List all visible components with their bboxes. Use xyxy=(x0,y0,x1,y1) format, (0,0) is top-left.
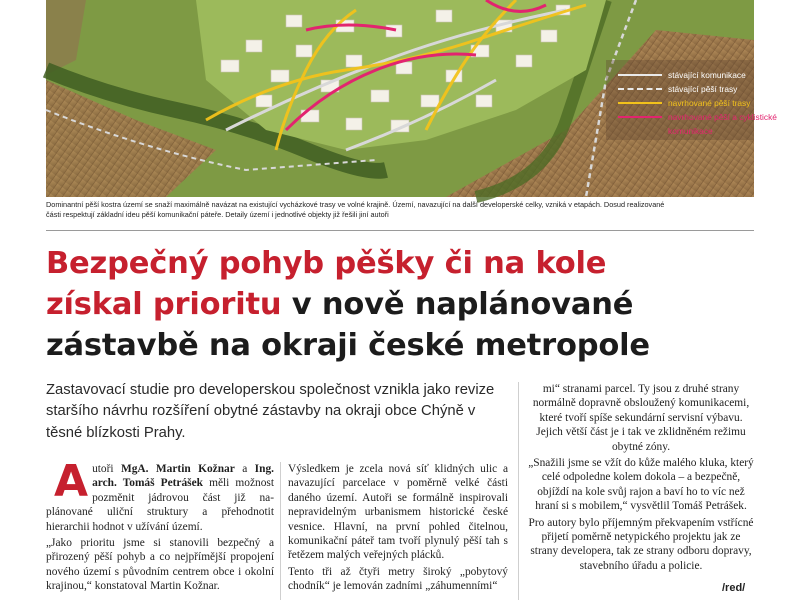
author-name: Ing. arch. Tomáš Petrášek xyxy=(92,463,274,490)
legend-spacer xyxy=(618,130,662,132)
aerial-site-plan-image xyxy=(46,0,777,197)
legend-swatch-proposed-walkways xyxy=(618,102,662,104)
caption-line: části respektují základní ideu pěší komunikační páteře. Detaily území i jednotlivé objekty již řešili jiní autoři xyxy=(46,210,389,220)
text: měli možnost pozměnit jádrovou část již na-plánované uliční struktury a přehodnotit hierarchii hodnot v užívání území. xyxy=(46,477,274,533)
column-divider xyxy=(280,462,281,600)
paragraph: Pro autory bylo příjemným překvapením vstřícné přijetí poměrně netypického projektu jak ze strany developera, tak ze strany odboru dopravy, stavebního úřadu a policie. xyxy=(528,516,754,572)
text: a xyxy=(234,463,255,475)
article-column-3 xyxy=(528,382,754,575)
legend-label: stávající pěší trasy xyxy=(668,84,738,94)
legend-label: navrhované pěší trasy xyxy=(668,98,751,108)
text: utoři xyxy=(92,463,121,475)
legend-swatch-existing-walkways xyxy=(618,88,662,90)
caption-line: Dominantní pěší kostra území se snaží maximálně navázat na existující vycházkové trasy ve volné krajině. Území, navazující na další developerské celky, vzniká v etapách. Dosud realizované xyxy=(46,200,665,209)
headline-text: v nově naplánované xyxy=(281,287,634,322)
legend-label: stávající komunikace xyxy=(668,70,746,80)
paragraph: Tento tři až čtyři metry široký „pobytový chodník“ je lemován zadními „záhumenními“ xyxy=(288,565,508,593)
legend-existing-roads xyxy=(618,68,748,82)
legend-label: navrhované pěší a cyklistické xyxy=(668,112,777,122)
legend-swatch-proposed-bike-paths xyxy=(618,116,662,118)
drop-cap: A xyxy=(54,456,89,507)
article-column-1 xyxy=(46,456,274,596)
paragraph xyxy=(46,456,274,534)
headline-red-part: získal prioritu xyxy=(46,287,282,322)
paragraph: Výsledkem je zcela nová síť klidných ulic a navazující parcelace v poměrně velké části daného území. Autoři se formálně inspirovali nepravidelným urbanismem historické české vesnice. Hlavní, na první pohled čitelnou, komunikační páteř tam tvoří plynulý pěší tah s řetězem malých veřejných plácků. xyxy=(288,463,508,562)
article-lead: Zastavovací studie pro developerskou společnost vznikla jako revize staršího návrhu rozšíření obytné zástavby na okraji obce Chýně v těsné blízkosti Prahy. xyxy=(46,382,495,441)
article-column-2 xyxy=(288,462,508,596)
divider xyxy=(46,230,754,231)
headline-text: zástavbě na okraji české metropole xyxy=(46,328,650,363)
map-legend xyxy=(618,68,777,138)
legend-proposed-walkways xyxy=(618,96,751,110)
legend-swatch-existing-roads xyxy=(618,74,662,76)
paragraph: „Snažili jsme se vžít do kůže malého kluka, který celé odpoledne kolem dokola – a bezpečně, objíždí na kole svůj rajon a baví ho to víc než hraní si s mobilem,“ vysvětlil Tomáš Petrášek. xyxy=(528,457,754,513)
author-name: MgA. Martin Kožnar xyxy=(120,463,235,475)
legend-label: komunikace xyxy=(668,126,713,136)
legend-proposed-bike-paths xyxy=(618,110,777,124)
headline-red-part: Bezpečný pohyb pěšky či na kole xyxy=(46,246,607,281)
paragraph: mi“ stranami parcel. Ty jsou z druhé strany normálně dopravně obsloužený komunikacemi, které tvoří spíše sekundární servisní výbavu. Jejich větší část je i tak ve zklidněném režimu obytné zóny. xyxy=(532,383,750,453)
paragraph: „Jako prioritu jsme si stanovili bezpečný a přirozený pěší pohyb a co nejpřímější propojení nového území s původním centrem obce i okolní krajinou,“ konstatoval Martin Kožnar. xyxy=(46,537,274,593)
legend-proposed-bike-paths-cont xyxy=(618,124,748,138)
image-caption xyxy=(46,198,754,220)
article-headline xyxy=(46,243,754,366)
column-divider xyxy=(518,382,519,600)
legend-existing-walkways xyxy=(618,82,748,96)
author-signature: /red/ xyxy=(722,582,746,594)
